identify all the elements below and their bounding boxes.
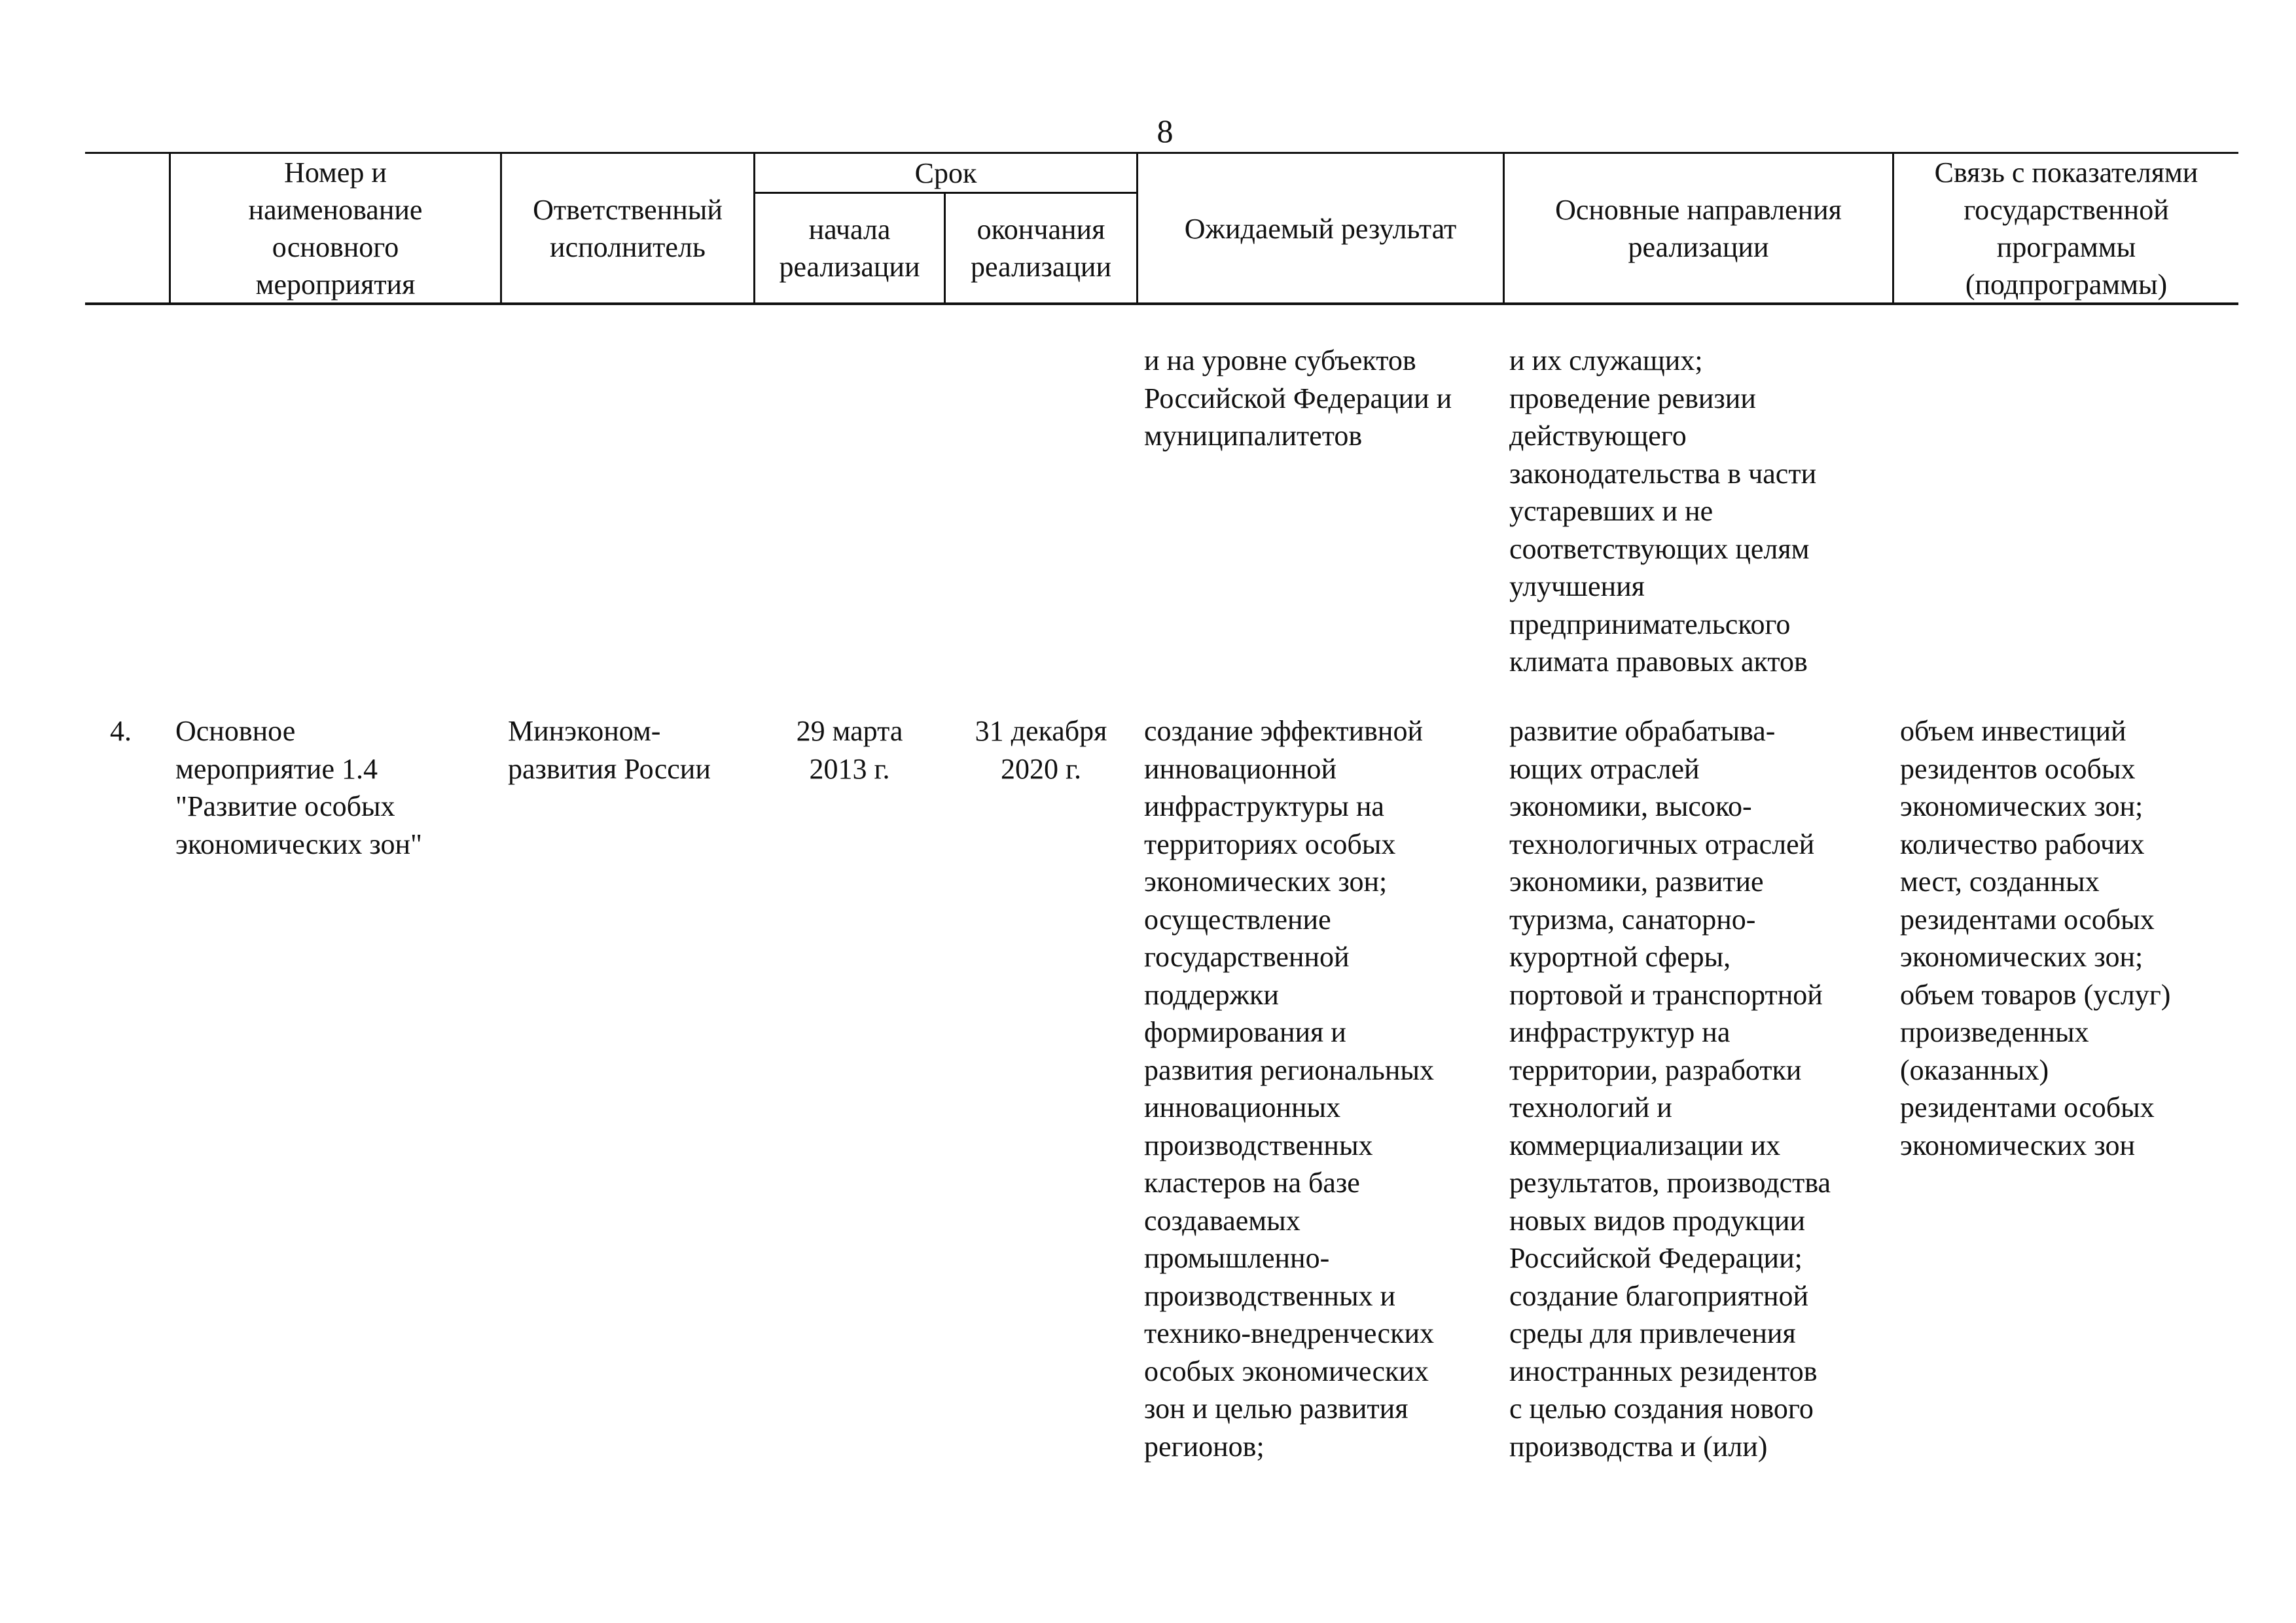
row-result: создание эффективной инновационной инфраструктуры на территориях особых экономических зон; осуществление государственной поддержки формирования и развития региональных инновационных производственных кластеров на базе создаваемых промышленно- производственных и технико-внедренческих особых экономических зон и целью развития регионов; (1144, 715, 1435, 1463)
row-executor: Минэконом- развития России (508, 715, 711, 785)
row-start-date: 29 марта 2013 г. (796, 715, 903, 785)
continuation-directions: и их служащих; проведение ревизии действующего законодательства в части устаревших и не соответствующих целям улучшения предпринимательского климата правовых актов (1509, 344, 1817, 678)
header-name: Номер и наименование основного мероприятия (248, 156, 423, 301)
header-start: начала реализации (779, 213, 920, 283)
row-number: 4. (110, 715, 132, 747)
row-directions: развитие обрабатыва- ющих отраслей экономики, высоко- технологичных отраслей экономики, развитие туризма, санаторно- курортной сферы, портовой и транспортной инфраструктур на территории, разработки технологий и коммерциализации их результатов, производства новых видов продукции Российской Федерации; создание благоприятной среды для привлечения иностранных резидентов с целью создания нового производства и (или) (1509, 715, 1831, 1463)
row-link: объем инвестиций резидентов особых экономических зон; количество рабочих мест, созданных резидентами особых экономических зон; объем товаров (услуг) произведенных (оказанных) резидентами особых экономических зон (1900, 715, 2171, 1161)
header-link: Связь с показателями государственной программы (подпрограммы) (1934, 156, 2198, 301)
header-result: Ожидаемый результат (1184, 212, 1457, 245)
header-directions: Основные направления реализации (1555, 194, 1842, 263)
continuation-result: и на уровне субъектов Российской Федерации и муниципалитетов (1144, 344, 1452, 452)
row-name: Основное мероприятие 1.4 "Развитие особых экономических зон" (175, 715, 422, 860)
row-end-date: 31 декабря 2020 г. (975, 715, 1107, 785)
page-number: 8 (1157, 113, 1174, 149)
header-executor: Ответственный исполнитель (533, 194, 723, 263)
header-term: Срок (914, 157, 977, 189)
header-end: окончания реализации (970, 213, 1112, 283)
